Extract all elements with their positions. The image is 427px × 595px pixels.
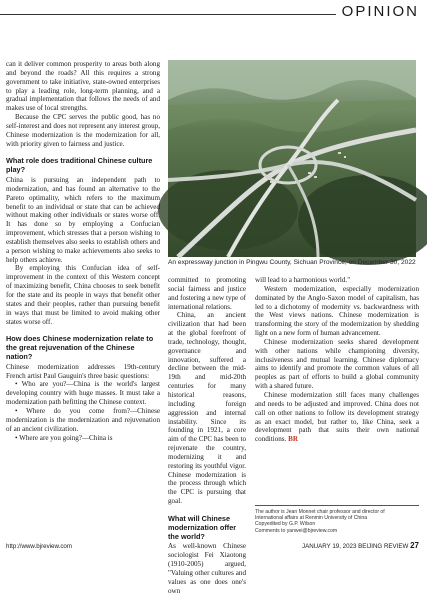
paragraph: China, an ancient civilization that had been at the global forefront of trade, technology, thought, governance and innovation, suffered a decline between the mid-19th and mid-20th centuries for many historical reasons, including foreign aggression and internal instability. Since its founding in 1921, a core aim of the CPC has been to rejuvenate the country, modernizing it and restoring its youthful vigor. Chinese modernization is the process through which the CPC is pursuing that goal.: [168, 311, 246, 506]
paragraph: As well-known Chinese sociologist Fei Xiaotong (1910-2005) argued, "Valuing other cultures and values as one does one's own: [168, 542, 246, 595]
paragraph-text: Chinese modernization still faces many challenges and needs to be adjusted and improved. China does not call on other nations to follow its development strategy as an exact model, but rather to, like China, seek a development path that suits their own national conditions.: [255, 390, 419, 444]
paragraph: committed to promoting social fairness and justice and fostering a new type of international relations.: [168, 276, 246, 311]
author-bio: [255, 505, 419, 534]
footer-issue: [302, 541, 419, 550]
bio-line: International affairs at Renmin University of China: [255, 515, 368, 522]
paragraph: China is pursuing an independent path to modernization, and has found an alternative to the Pareto optimality, which refers to the maximum benefit to an individual or state that can be achieved without making other individuals or states worse off. It has done so by employing a Confucian improvement, which stresses that a person wishing to establish themselves also seeks to establish others and a person wishing to make achievements also seeks to help others achieve.: [6, 176, 160, 264]
section-heading: How does Chinese modernization relate to the great rejuvenation of the Chinese nation?: [6, 334, 154, 361]
expressway-aerial-illustration: [168, 60, 416, 257]
photo-expressway-junction: [168, 60, 416, 257]
article-column-1: [6, 60, 160, 442]
bio-line: The author is Jean Monnet chair professor and director of: [255, 509, 385, 515]
paragraph: Chinese modernization seeks shared development with other nations while championing diversity, inclusiveness and mutual learning. Chinese diplomacy aims to identify and promote the common values of all peoples as part of efforts to build a global community with a shared future.: [255, 337, 419, 391]
bullet-item: • Who are you?—China is the world's largest developing country with huge masses. It must take a modernization path befitting the Chinese context.: [6, 380, 160, 407]
section-label: OPINION: [341, 3, 419, 20]
bio-line: Copyedited by G.P. Wilson: [255, 521, 316, 528]
photo-caption: An expressway junction in Pingwu County, Sichuan Province, on December 30, 2022: [168, 259, 416, 266]
bullet-item: • Where do you come from?—Chinese modernization is the modernization and rejuvenation of an ancient civilization.: [6, 406, 160, 433]
bullet-item: • Where are you going?—China is: [15, 433, 113, 442]
article-column-2: [168, 276, 246, 595]
paragraph: By employing this Confucian idea of self-improvement in the context of this Western concept of maximizing benefit, China chooses to seek benefit for the state and its people in ways that benefit other states and their peoples, rather than pursuing benefit in ways that must be limited to avoid making other states worse off.: [6, 264, 160, 326]
footer-date: JANUARY 19, 2023 BEIJING REVIEW: [301, 543, 409, 550]
page-number: 27: [410, 541, 419, 550]
footer-url[interactable]: http://www.bjreview.com: [6, 543, 73, 550]
paragraph: Chinese modernization addresses 19th-century French artist Paul Gauguin's three basic questions:: [6, 362, 160, 380]
paragraph: can it deliver common prosperity to areas both along and beyond the roads? All this requires a strong government to take initiative, state-owned enterprises to play a leading role, long-term planning, and a gradual implementation that follows the needs of and makes use of local strengths.: [6, 60, 160, 113]
paragraph: Because the CPC serves the public good, has no self-interest and does not represent any interest group, Chinese modernization is the modernization for all, with priority given to fairness and justice.: [6, 113, 160, 148]
header-rule: [0, 14, 336, 15]
paragraph: [255, 391, 419, 444]
section-heading: What role does traditional Chinese culture play?: [6, 156, 153, 175]
section-heading: What will Chinese modernization offer the world?: [168, 513, 237, 541]
end-mark: BR: [288, 435, 298, 444]
bio-line: Comments to yanwei@bjreview.com: [255, 527, 338, 534]
article-column-3: [255, 276, 419, 444]
paragraph: Western modernization, especially modernization dominated by the Anglo-Saxon model of capitalism, has led to a dichotomy of modernity vs. backwardness with the West views nations. Chinese modernization is transforming the story of the modernization by shedding light on a new form of human advancement.: [255, 284, 419, 338]
paragraph: will lead to a harmonious world.": [255, 276, 351, 284]
